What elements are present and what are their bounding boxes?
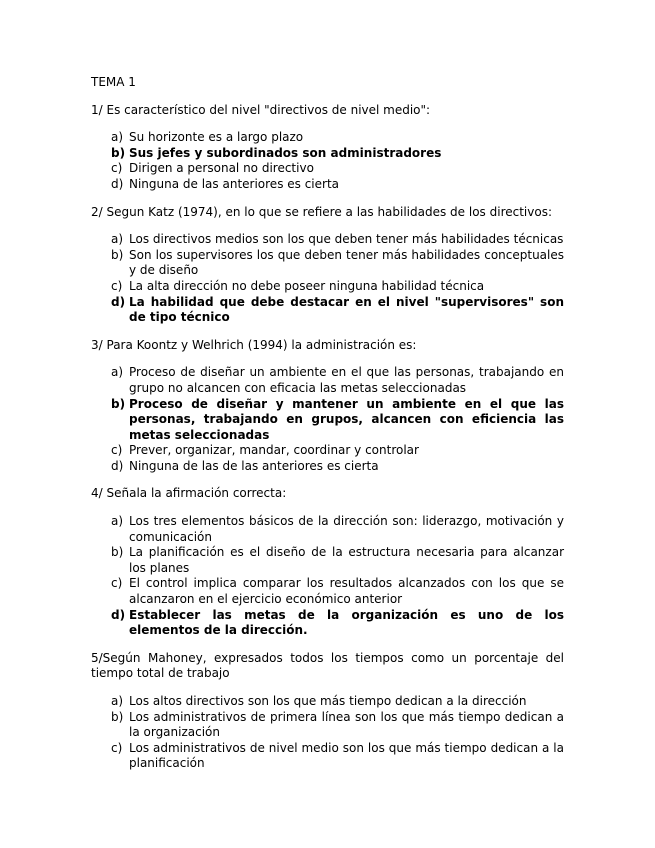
option-item-correct (91, 295, 564, 326)
option-letter: b) (111, 247, 124, 262)
option-item (91, 576, 564, 607)
option-item (91, 232, 564, 248)
question-text: 5/Según Mahoney, expresados todos los tiempos como un porcentaje del tiempo total de trabajo (91, 650, 564, 681)
option-letter: c) (111, 576, 123, 591)
option-text: Los administrativos de primera línea son los que más tiempo dedican a la organización (129, 709, 564, 740)
option-text: Ninguna de las de las anteriores es cierta (129, 458, 379, 473)
option-letter: d) (111, 607, 126, 622)
option-list (91, 232, 564, 326)
option-text: La planificación es el diseño de la estructura necesaria para alcanzar los planes (129, 545, 564, 575)
option-text: Proceso de diseñar un ambiente en el que las personas, trabajando en grupo no alcancen con eficacia las metas seleccionadas (129, 365, 564, 395)
option-text: Los tres elementos básicos de la dirección son: liderazgo, motivación y comunicación (129, 514, 564, 544)
option-item (91, 177, 564, 193)
option-letter: c) (111, 740, 123, 755)
option-letter: c) (111, 161, 123, 176)
option-text: Establecer las metas de la organización es uno de los elementos de la dirección. (129, 607, 564, 638)
option-text: Prever, organizar, mandar, coordinar y controlar (129, 443, 419, 458)
option-list (91, 514, 564, 639)
option-letter: a) (111, 232, 124, 247)
option-letter: a) (111, 130, 124, 145)
question-text: 3/ Para Koontz y Welhrich (1994) la administración es: (91, 337, 417, 352)
option-letter: b) (111, 145, 126, 160)
option-text: El control implica comparar los resultados alcanzados con los que se alcanzaron en el ejercicio económico anterior (129, 576, 564, 607)
question-text: 2/ Segun Katz (1974), en lo que se refiere a las habilidades de los directivos: (91, 204, 552, 219)
option-letter: a) (111, 694, 124, 708)
option-text: Sus jefes y subordinados son administradores (129, 145, 442, 160)
option-text: Los administrativos de nivel medio son los que más tiempo dedican a la planificación (129, 740, 564, 771)
option-item (91, 365, 564, 396)
question-block (91, 103, 564, 193)
option-item (91, 161, 564, 177)
option-item-correct (91, 608, 564, 639)
option-text: La habilidad que debe destacar en el nivel "supervisores" son de tipo técnico (129, 294, 564, 325)
option-letter: b) (111, 709, 124, 724)
option-text: Proceso de diseñar y mantener un ambiente en el que las personas, trabajando en grupos, alcancen con eficiencia las metas seleccionadas (129, 396, 564, 442)
option-item (91, 279, 564, 295)
option-list (91, 130, 564, 192)
question-block (91, 205, 564, 326)
option-letter: b) (111, 396, 126, 411)
option-letter: c) (111, 443, 123, 458)
question-block (91, 338, 564, 475)
option-text: Ninguna de las anteriores es cierta (129, 176, 340, 191)
option-item (91, 514, 564, 545)
document-content (91, 75, 564, 784)
option-letter: d) (111, 176, 124, 191)
option-letter: c) (111, 278, 123, 293)
option-list (91, 365, 564, 474)
option-item (91, 545, 564, 576)
question-block (91, 651, 564, 772)
option-text: La alta dirección no debe poseer ninguna habilidad técnica (129, 278, 485, 293)
option-letter: a) (111, 514, 124, 529)
option-letter: d) (111, 458, 124, 473)
option-item (91, 694, 564, 710)
question-text: 4/ Señala la afirmación correcta: (91, 486, 287, 501)
option-text: Los altos directivos son los que más tiempo dedican a la dirección (129, 694, 527, 708)
option-list (91, 694, 564, 772)
option-item (91, 459, 564, 475)
option-text: Son los supervisores los que deben tener más habilidades conceptuales y de diseño (129, 247, 564, 278)
option-item (91, 443, 564, 459)
question-text: 1/ Es característico del nivel "directivos de nivel medio": (91, 102, 431, 117)
question-list (91, 103, 564, 772)
option-text: Los directivos medios son los que deben tener más habilidades técnicas (129, 232, 564, 247)
option-item (91, 710, 564, 741)
option-item (91, 248, 564, 279)
option-text: Dirigen a personal no directivo (129, 161, 314, 176)
option-item-correct (91, 146, 564, 162)
option-letter: b) (111, 545, 124, 560)
option-text: Su horizonte es a largo plazo (129, 130, 304, 145)
option-letter: d) (111, 294, 126, 309)
option-item (91, 741, 564, 772)
option-item-correct (91, 397, 564, 444)
question-block (91, 486, 564, 638)
option-item (91, 130, 564, 146)
page-title: TEMA 1 (91, 75, 136, 89)
option-letter: a) (111, 365, 124, 380)
